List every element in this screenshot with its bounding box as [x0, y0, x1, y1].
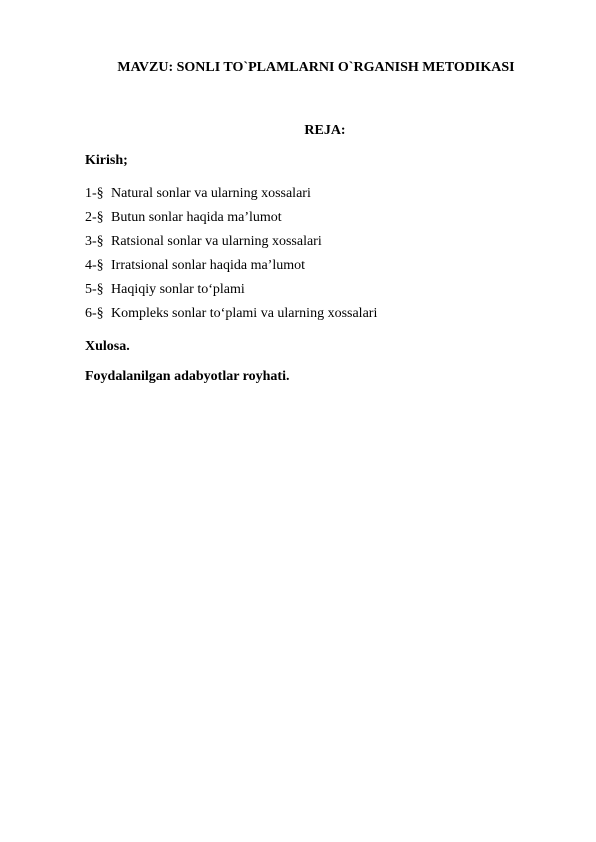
section-title: Haqiqiy sonlar to‘plami	[111, 282, 245, 297]
section-title: Irratsional sonlar haqida ma’lumot	[111, 258, 305, 273]
section-number: 3-§	[85, 234, 104, 249]
section-title: Butun sonlar haqida ma’lumot	[111, 210, 282, 225]
section-number: 6-§	[85, 306, 104, 321]
section-number: 1-§	[85, 186, 104, 201]
conclusion-heading: Xulosa.	[85, 339, 130, 354]
section-number: 2-§	[85, 210, 104, 225]
document-title: MAVZU: SONLI TO`PLAMLARNI O`RGANISH METODIKASI	[117, 60, 515, 75]
section-title: Natural sonlar va ularning xossalari	[111, 186, 311, 201]
section-number: 4-§	[85, 258, 104, 273]
section-item	[85, 306, 377, 330]
section-title: Kompleks sonlar to‘plami va ularning xossalari	[111, 306, 378, 321]
section-item	[85, 258, 377, 282]
intro-heading: Kirish;	[85, 153, 128, 168]
section-item	[85, 234, 377, 258]
section-item	[85, 210, 377, 234]
references-heading: Foydalanilgan adabyotlar royhati.	[85, 369, 290, 384]
section-item	[85, 186, 377, 210]
section-list	[85, 186, 377, 330]
section-title: Ratsional sonlar va ularning xossalari	[111, 234, 322, 249]
section-item	[85, 282, 377, 306]
plan-heading: REJA:	[304, 123, 346, 138]
section-number: 5-§	[85, 282, 104, 297]
